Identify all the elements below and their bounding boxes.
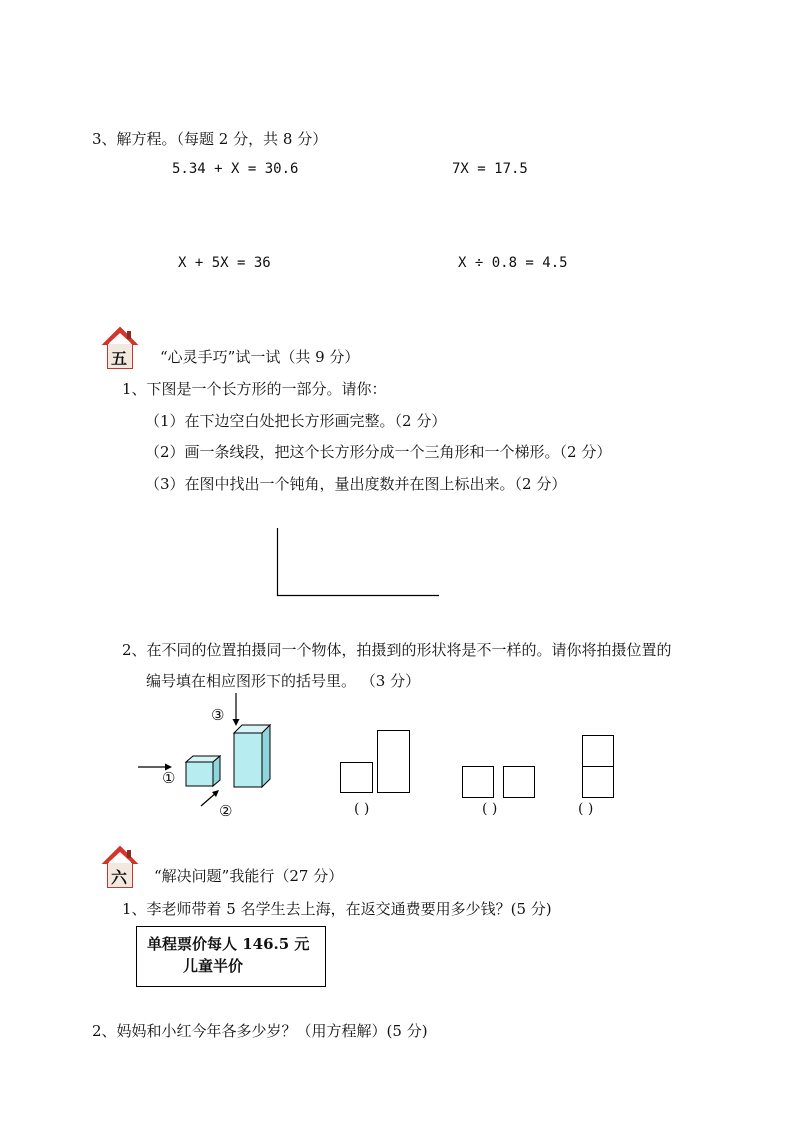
equation-2: 7X = 17.5: [452, 161, 528, 177]
section5-badge-label: 五: [111, 349, 128, 368]
section6-q2: 2、妈妈和小红今年各多少岁？（用方程解）(5 分): [92, 1022, 428, 1040]
section5-q2-line2: 编号填在相应图形下的括号里。 （3 分）: [146, 672, 421, 690]
section5-q1c: （3）在图中找出一个钝角，量出度数并在图上标出来。（2 分）: [145, 475, 567, 493]
answer-bracket-1[interactable]: ( ): [354, 801, 370, 817]
section6-q1: 1、李老师带着 5 名学生去上海，在返交通费要用多少钱？(5 分): [122, 900, 552, 918]
house-badge-icon: [102, 845, 138, 889]
equation-1: 5.34 + X = 30.6: [172, 161, 299, 177]
answer-bracket-3[interactable]: ( ): [578, 801, 594, 817]
ticket-price-line: 单程票价每人 146.5 元: [147, 935, 310, 953]
section5-q1b: （2）画一条线段，把这个长方形分成一个三角形和一个梯形。（2 分）: [145, 443, 612, 461]
section5-title: “心灵手巧”试一试（共 9 分）: [160, 348, 360, 366]
position-label-3: ③: [211, 706, 225, 724]
section6-badge-label: 六: [111, 868, 128, 887]
equation-4: X ÷ 0.8 = 4.5: [458, 255, 568, 271]
position-label-2: ②: [219, 802, 233, 820]
ticket-price-box: [136, 926, 326, 987]
answer-bracket-2[interactable]: ( ): [482, 801, 498, 817]
section5-q1a: （1）在下边空白处把长方形画完整。（2 分）: [145, 412, 447, 430]
position-label-1: ①: [162, 769, 176, 787]
section6-title: “解决问题”我能行（27 分）: [154, 867, 344, 885]
section5-q2-line1: 2、在不同的位置拍摄同一个物体，拍摄到的形状将是不一样的。请你将拍摄位置的: [122, 641, 672, 659]
equation-3: X + 5X = 36: [178, 255, 271, 271]
section5-q1: 1、下图是一个长方形的一部分。请你：: [122, 380, 387, 398]
child-half-price-line: 儿童半价: [183, 957, 244, 975]
section3-heading: 3、解方程。（每题 2 分，共 8 分）: [92, 130, 328, 148]
